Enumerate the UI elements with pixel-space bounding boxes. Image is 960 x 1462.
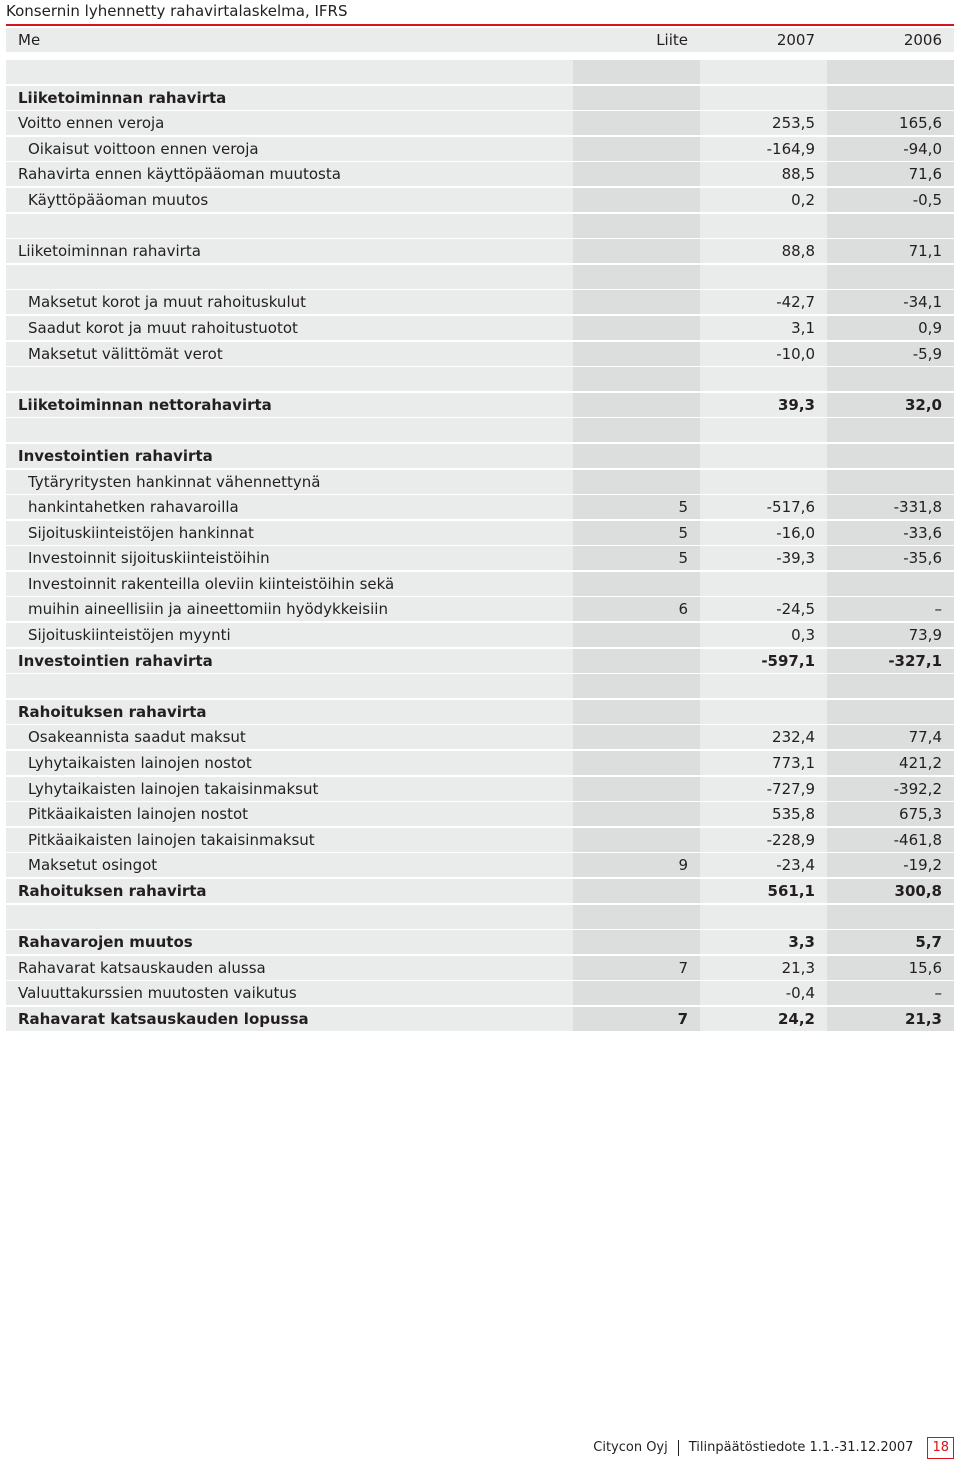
row-value-2007: 21,3 [781,958,815,977]
table-row [6,239,954,263]
row-label: Rahavirta ennen käyttöpääoman muutosta [18,165,341,184]
table-row [6,597,954,621]
row-value-2007: -727,9 [766,779,815,798]
row-note: 5 [678,498,688,517]
column-band-2007 [573,265,700,289]
row-label: Rahavarojen muutos [18,933,193,952]
table-row [6,393,954,417]
table-row [6,700,954,724]
table-row [6,162,954,186]
row-value-2007: 773,1 [772,754,815,773]
spacer-row [6,418,954,442]
row-value-2007: -42,7 [776,293,815,312]
table-row [6,879,954,903]
title-divider [6,24,954,26]
column-band-2006 [827,265,954,289]
row-value-2007: 0,3 [791,626,815,645]
row-value-2007: 232,4 [772,728,815,747]
footer-separator [678,1440,679,1456]
row-label: Maksetut osingot [28,856,158,875]
row-value-2006: 5,7 [915,933,942,952]
row-label: Maksetut korot ja muut rahoituskulut [28,293,306,312]
row-label: Liiketoiminnan rahavirta [18,242,201,261]
row-label: muihin aineellisiin ja aineettomiin hyödykkeisiin [28,600,388,619]
row-value-2007: -0,4 [785,984,815,1003]
page-footer [593,1436,954,1460]
spacer-row [6,905,954,929]
row-value-2006: 21,3 [904,1009,942,1028]
table-row [6,111,954,135]
page-number: 18 [927,1437,954,1459]
column-band-2007 [573,649,700,673]
table-row [6,956,954,980]
table-row [6,751,954,775]
table-row [6,470,954,494]
row-value-2007: -517,6 [766,498,815,517]
spacer-row [6,367,954,391]
column-band-2007 [573,342,700,366]
table-row [6,521,954,545]
row-value-2006: -0,5 [912,190,942,209]
column-band-2007 [573,239,700,263]
column-band-2007 [573,879,700,903]
spacer-row [6,214,954,238]
column-band-2006 [827,700,954,724]
column-band-2007 [573,981,700,1005]
row-value-2006: 71,1 [908,242,942,261]
column-band-2006 [827,444,954,468]
table-row [6,495,954,519]
row-value-2006: 0,9 [918,318,942,337]
footer-report: Tilinpäätöstiedote 1.1.-31.12.2007 [688,1440,914,1455]
column-band-2007 [573,444,700,468]
row-note: 7 [677,1009,688,1028]
table-row [6,572,954,596]
row-note: 7 [678,958,688,977]
spacer-row [6,265,954,289]
column-band-2006 [827,418,954,442]
row-value-2006: 73,9 [908,626,942,645]
row-label: Rahoituksen rahavirta [18,882,207,900]
row-label: Lyhytaikaisten lainojen takaisinmaksut [28,779,319,798]
row-label: Osakeannista saadut maksut [28,728,246,747]
row-note: 6 [678,600,688,619]
column-band-2007 [573,777,700,801]
row-label: Investoinnit rakenteilla oleviin kiinteistöihin sekä [28,574,395,593]
column-band-2007 [573,725,700,749]
row-value-2006: -35,6 [903,549,942,568]
row-value-2007: 535,8 [772,805,815,824]
table-row [6,290,954,314]
header-year-2007: 2007 [776,31,815,49]
row-value-2007: 88,5 [781,165,815,184]
spacer-row [6,674,954,698]
row-value-2007: -164,9 [766,139,815,158]
row-value-2007: -39,3 [776,549,815,568]
column-band-2006 [827,86,954,110]
row-label: Maksetut välittömät verot [28,344,223,363]
column-band-2007 [573,162,700,186]
row-value-2007: -23,4 [776,856,815,875]
row-label: Rahoituksen rahavirta [18,702,207,721]
row-value-2006: – [934,600,942,619]
column-band-2006 [827,470,954,494]
row-value-2006: 165,6 [899,114,942,133]
row-value-2007: 24,2 [777,1009,815,1028]
row-value-2006: 71,6 [908,165,942,184]
row-value-2007: -228,9 [766,830,815,849]
row-value-2007: 3,1 [791,318,815,337]
column-band-2007 [573,674,700,698]
spacer-row [6,60,954,84]
table-row [6,546,954,570]
table-row [6,725,954,749]
footer-company: Citycon Oyj [593,1440,668,1455]
column-band-2006 [827,572,954,596]
row-value-2006: -331,8 [893,498,942,517]
row-value-2006: -5,9 [912,344,942,363]
table-row [6,137,954,161]
column-band-2007 [573,572,700,596]
table-row [6,981,954,1005]
table-row [6,316,954,340]
cash-flow-table [6,28,954,1033]
table-body [6,60,954,1031]
column-band-2007 [573,290,700,314]
table-row [6,86,954,110]
row-label: Sijoituskiinteistöjen myynti [28,626,231,645]
row-value-2006: – [934,984,942,1003]
column-band-2007 [573,367,700,391]
row-value-2006: -33,6 [903,523,942,542]
column-band-2007 [573,700,700,724]
table-row [6,649,954,673]
row-label: Lyhytaikaisten lainojen nostot [28,754,252,773]
column-band-2007 [573,802,700,826]
column-band-2007 [573,470,700,494]
row-value-2006: -327,1 [888,651,942,670]
column-band-2007 [573,418,700,442]
row-label: Liiketoiminnan nettorahavirta [18,395,272,414]
row-label: Sijoituskiinteistöjen hankinnat [28,523,254,542]
row-label: Investointien rahavirta [18,651,213,670]
row-label: Valuuttakurssien muutosten vaikutus [18,984,297,1003]
table-row [6,853,954,877]
row-label: Rahavarat katsauskauden alussa [18,958,266,977]
table-row [6,777,954,801]
row-value-2006: -461,8 [893,830,942,849]
row-value-2007: -10,0 [776,344,815,363]
row-label: Oikaisut voittoon ennen veroja [28,139,259,158]
row-value-2006: -392,2 [893,779,942,798]
table-row [6,930,954,954]
header-year-2006: 2006 [903,31,942,49]
row-value-2007: 0,2 [791,190,815,209]
column-band-2007 [573,316,700,340]
header-unit: Me [18,31,41,49]
column-band-2006 [827,674,954,698]
header-note: Liite [656,31,688,49]
row-label: Käyttöpääoman muutos [28,190,209,209]
table-row [6,188,954,212]
column-band-2007 [573,137,700,161]
row-value-2006: 77,4 [908,728,942,747]
row-value-2007: 253,5 [772,114,815,133]
column-band-2007 [573,111,700,135]
row-label: hankintahetken rahavaroilla [28,498,239,517]
column-band-2007 [573,393,700,417]
row-note: 5 [678,523,688,542]
table-row [6,444,954,468]
column-band-2007 [573,905,700,929]
column-band-2007 [573,214,700,238]
column-band-2006 [827,367,954,391]
row-label: Saadut korot ja muut rahoitustuotot [28,318,298,337]
row-value-2007: -16,0 [776,523,815,542]
column-band-2006 [827,905,954,929]
row-value-2007: 88,8 [781,242,815,261]
column-band-2006 [827,214,954,238]
table-row [6,623,954,647]
column-band-2007 [573,60,700,84]
row-value-2006: 300,8 [894,882,942,900]
column-band-2007 [573,751,700,775]
table-header [6,28,954,52]
row-value-2007: -24,5 [776,600,815,619]
row-value-2006: -19,2 [903,856,942,875]
row-value-2007: -597,1 [761,651,815,670]
row-value-2006: -34,1 [903,293,942,312]
column-band-2007 [573,86,700,110]
column-band-2007 [573,828,700,852]
row-label: Investoinnit sijoituskiinteistöihin [28,549,270,568]
row-value-2006: 32,0 [904,395,942,414]
table-row [6,342,954,366]
row-value-2006: -94,0 [903,139,942,158]
table-row [6,1007,954,1031]
row-label: Pitkäaikaisten lainojen nostot [28,805,249,824]
row-value-2007: 39,3 [777,395,815,414]
row-value-2006: 421,2 [899,754,942,773]
table-row [6,802,954,826]
row-label: Liiketoiminnan rahavirta [18,88,227,107]
column-band-2007 [573,930,700,954]
row-note: 9 [678,856,688,875]
row-label: Pitkäaikaisten lainojen takaisinmaksut [28,830,315,849]
row-value-2007: 561,1 [767,882,815,900]
row-value-2006: 675,3 [899,805,942,824]
column-band-2006 [827,60,954,84]
row-value-2007: 3,3 [788,933,815,952]
row-value-2006: 15,6 [908,958,942,977]
row-label: Rahavarat katsauskauden lopussa [18,1009,309,1028]
column-band-2007 [573,188,700,212]
row-label: Investointien rahavirta [18,446,213,465]
row-note: 5 [678,549,688,568]
column-band-2007 [573,623,700,647]
row-label: Voitto ennen veroja [18,114,165,133]
page-title: Konsernin lyhennetty rahavirtalaskelma, IFRS [6,2,348,20]
table-row [6,828,954,852]
row-label: Tytäryritysten hankinnat vähennettynä [28,472,321,491]
